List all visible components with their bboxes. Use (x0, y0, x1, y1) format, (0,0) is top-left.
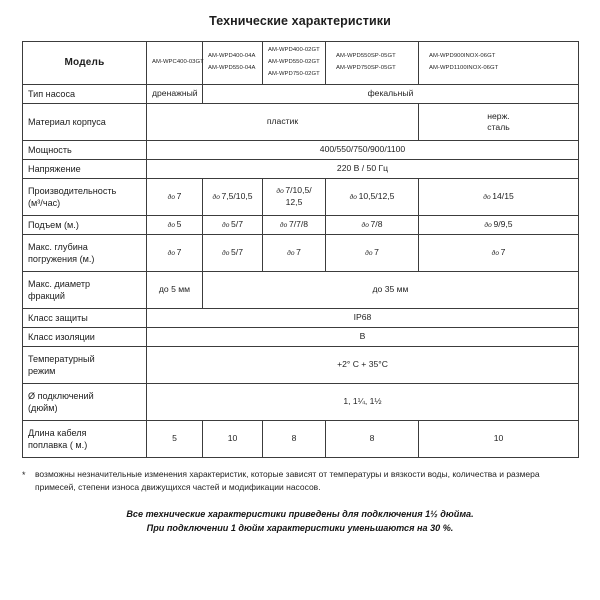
table-row-connection-diameter (23, 383, 579, 420)
lift-value (203, 215, 263, 234)
prefix-do: до (167, 222, 176, 230)
prefix-do: до (491, 250, 500, 258)
table-row-body-material (23, 103, 579, 140)
max-depth-value (147, 234, 203, 271)
prefix-do: до (279, 222, 288, 230)
row-label-connection-diameter (23, 383, 147, 420)
lift-number: 9/9,5 (493, 219, 513, 230)
model-column-1 (147, 42, 203, 85)
pump-type-value-2: фекальный (203, 84, 579, 103)
connection-label-line2: (дюйм) (28, 402, 58, 413)
row-label-power: Мощность (23, 140, 147, 159)
model-name: AM-WPD750SP-05GT (336, 65, 396, 72)
temperature-value: +2° C + 35°C (147, 346, 579, 383)
cable-label-line2: поплавка ( м.) (28, 439, 88, 450)
max-depth-number: 7 (176, 247, 182, 258)
row-label-lift: Подъем (м.) (23, 215, 147, 234)
table-row-cable-length (23, 420, 579, 457)
max-depth-label-line1: Макс. глубина (28, 241, 88, 252)
max-depth-number: 7 (500, 247, 506, 258)
lift-value (419, 215, 579, 234)
prefix-do: до (222, 222, 230, 230)
insulation-class-value: B (147, 327, 579, 346)
model-header-cell: Модель (23, 42, 147, 85)
prefix-do: до (276, 188, 284, 196)
model-name: AM-WPD750-02GT (268, 71, 320, 78)
model-name: AM-WPD550-04A (208, 65, 256, 72)
model-name: AM-WPD1100INOX-06GT (429, 65, 499, 72)
cable-label-line1: Длина кабеля (28, 427, 87, 438)
table-row-max-depth (23, 234, 579, 271)
capacity-number: 14/15 (492, 191, 514, 202)
prefix-do: до (212, 194, 220, 202)
prefix-do: до (365, 250, 373, 258)
row-label-max-depth (23, 234, 147, 271)
body-material-line2: сталь (487, 121, 510, 132)
max-depth-number: 7 (374, 247, 379, 258)
capacity-value (326, 178, 419, 215)
body-material-value-2 (419, 103, 579, 140)
temperature-label-line1: Температурный (28, 353, 95, 364)
fraction-value-1: до 5 мм (147, 271, 203, 308)
lift-value (263, 215, 326, 234)
capacity-number: 10,5/12,5 (358, 191, 395, 202)
row-label-fraction-diameter (23, 271, 147, 308)
table-row-pump-type (23, 84, 579, 103)
max-depth-value (419, 234, 579, 271)
prefix-do: до (222, 250, 230, 258)
pump-type-value-1: дренажный (147, 84, 203, 103)
model-name: AM-WPD550SP-05GT (336, 53, 396, 60)
connection-diameter-value: 1, 1¼, 1½ (147, 383, 579, 420)
table-row-temperature (23, 346, 579, 383)
specifications-table (22, 41, 579, 458)
body-material-line1: нерж. (487, 110, 510, 121)
model-column-4 (326, 42, 419, 85)
model-name: AM-WPD400-02GT (268, 47, 320, 54)
row-label-capacity (23, 178, 147, 215)
max-depth-number: 7 (296, 247, 301, 258)
capacity-value (203, 178, 263, 215)
capacity-label-line1: Производительность (28, 185, 117, 196)
row-label-cable-length (23, 420, 147, 457)
capacity-number: 7/10,5/ 12,5 (285, 185, 312, 208)
capacity-value (419, 178, 579, 215)
cable-length-value: 10 (419, 420, 579, 457)
row-label-temperature (23, 346, 147, 383)
lift-number: 5/7 (231, 219, 243, 230)
footnote-marker: * (22, 469, 26, 480)
max-depth-number: 5/7 (231, 247, 243, 258)
fraction-label-line2: фракций (28, 290, 65, 301)
table-row-capacity (23, 178, 579, 215)
max-depth-value (326, 234, 419, 271)
prefix-do: до (349, 194, 358, 202)
closing-statement (22, 507, 578, 535)
lift-number: 7/7/8 (288, 219, 309, 230)
closing-line1: Все технические характеристики приведены для подключения 1½ дюйма. (126, 509, 474, 520)
model-name: AM-WPC400-03GT (152, 59, 204, 66)
connection-label-line1: Ø подключений (28, 390, 94, 401)
protection-class-value: IP68 (147, 308, 579, 327)
capacity-value (147, 178, 203, 215)
closing-line2: При подключении 1 дюйм характеристики уменьшаются на 30 %. (146, 523, 454, 534)
row-label-pump-type: Тип насоса (23, 84, 147, 103)
capacity-number: 7,5/10,5 (221, 191, 253, 202)
model-name: AM-WPD900INOX-06GT (429, 53, 496, 60)
capacity-label-line2: (м³/час) (28, 197, 61, 208)
prefix-do: до (287, 250, 295, 258)
footnote (22, 468, 578, 494)
prefix-do: до (167, 250, 176, 258)
max-depth-value (263, 234, 326, 271)
table-row-lift (23, 215, 579, 234)
table-row-fraction-diameter (23, 271, 579, 308)
cable-length-value: 8 (326, 420, 419, 457)
prefix-do: до (167, 194, 176, 202)
row-label-voltage: Напряжение (23, 159, 147, 178)
cable-length-value: 5 (147, 420, 203, 457)
temperature-label-line2: режим (28, 365, 56, 376)
fraction-value-2: до 35 мм (203, 271, 579, 308)
row-label-protection-class: Класс защиты (23, 308, 147, 327)
max-depth-label-line2: погружения (м.) (28, 253, 95, 264)
model-name: AM-WPD550-02GT (268, 59, 320, 66)
footnote-text: возможны незначительные изменения характеристик, которые зависят от температуры и вязкости воды, количества и размера примесей, степени износа движущихся частей и модификации насосов. (35, 468, 540, 493)
table-row-models (23, 42, 579, 85)
cable-length-value: 8 (263, 420, 326, 457)
model-column-3 (263, 42, 326, 85)
page-title: Технические характеристики (209, 14, 391, 28)
table-row-protection-class (23, 308, 579, 327)
table-row-power (23, 140, 579, 159)
capacity-number: 7 (176, 191, 182, 202)
model-column-2 (203, 42, 263, 85)
voltage-value: 220 В / 50 Гц (147, 159, 579, 178)
prefix-do: до (361, 222, 370, 230)
table-row-insulation-class (23, 327, 579, 346)
lift-number: 7/8 (370, 219, 383, 230)
model-name: AM-WPD400-04A (208, 53, 256, 60)
cable-length-value: 10 (203, 420, 263, 457)
row-label-body-material: Материал корпуса (23, 103, 147, 140)
prefix-do: до (483, 194, 491, 202)
capacity-value (263, 178, 326, 215)
lift-value (147, 215, 203, 234)
row-label-insulation-class: Класс изоляции (23, 327, 147, 346)
power-value: 400/550/750/900/1100 (147, 140, 579, 159)
max-depth-value (203, 234, 263, 271)
prefix-do: до (484, 222, 492, 230)
fraction-label-line1: Макс. диаметр (28, 278, 91, 289)
body-material-value-1: пластик (147, 103, 419, 140)
model-column-5 (419, 42, 579, 85)
lift-value (326, 215, 419, 234)
table-row-voltage (23, 159, 579, 178)
lift-number: 5 (176, 219, 182, 230)
